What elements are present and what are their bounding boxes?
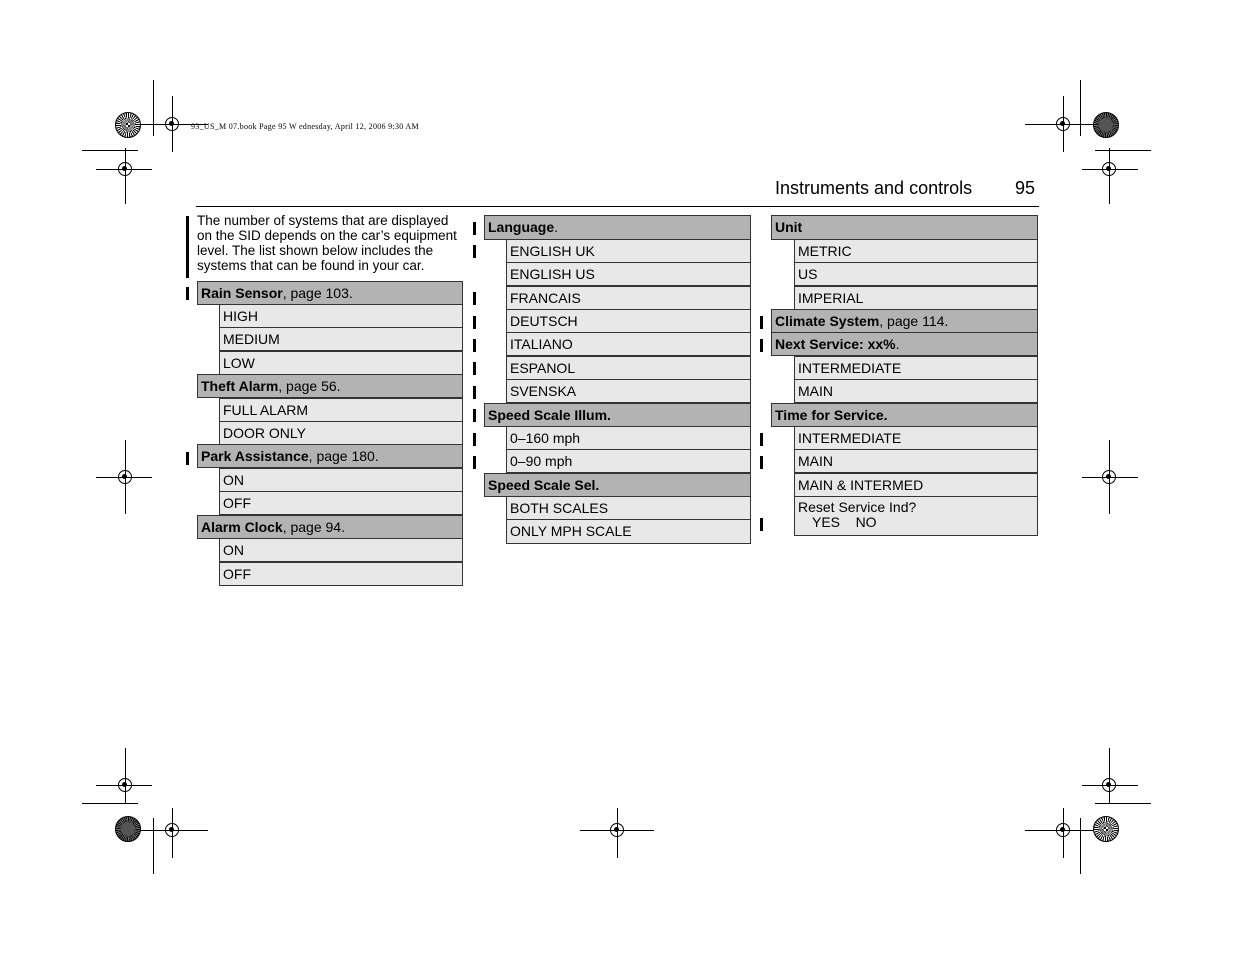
change-bar <box>760 339 763 352</box>
menu-option: MEDIUM <box>219 327 463 351</box>
menu-option: 0–160 mph <box>506 426 751 450</box>
menu-option: FULL ALARM <box>219 398 463 422</box>
change-bar <box>760 518 763 531</box>
change-bar <box>186 452 189 465</box>
menu-heading-language: Language. <box>484 215 751 240</box>
menu-option: INTERMEDIATE <box>794 356 1038 380</box>
menu-option: ENGLISH US <box>506 262 751 286</box>
header-rule <box>196 206 1039 207</box>
menu-option: 0–90 mph <box>506 449 751 473</box>
change-bar <box>760 433 763 446</box>
menu-option: ONLY MPH SCALE <box>506 519 751 544</box>
change-bar <box>760 456 763 469</box>
menu-option: INTERMEDIATE <box>794 426 1038 450</box>
menu-option: FRANCAIS <box>506 286 751 310</box>
menu-heading-next-service: Next Service: xx%. <box>771 332 1038 356</box>
menu-option: METRIC <box>794 239 1038 263</box>
menu-option: MAIN <box>794 449 1038 473</box>
menu-option: BOTH SCALES <box>506 496 751 520</box>
menu-heading-unit: Unit <box>771 215 1038 240</box>
starburst-icon <box>1093 816 1119 842</box>
change-bar <box>473 409 476 422</box>
menu-heading-alarm-clock: Alarm Clock, page 94. <box>197 515 463 539</box>
menu-option: ENGLISH UK <box>506 239 751 263</box>
change-bar <box>473 316 476 329</box>
change-bar <box>473 433 476 446</box>
menu-option: OFF <box>219 562 463 586</box>
change-bar <box>473 386 476 399</box>
change-bar <box>473 222 476 235</box>
starburst-icon <box>115 112 141 138</box>
menu-heading-rain-sensor: Rain Sensor, page 103. <box>197 281 463 305</box>
menu-option-reset-service: Reset Service Ind? YES NO <box>794 496 1038 536</box>
page-number: 95 <box>1015 178 1036 198</box>
menu-option: DEUTSCH <box>506 309 751 333</box>
menu-heading-speed-scale-illum: Speed Scale Illum. <box>484 403 751 427</box>
menu-option: MAIN <box>794 379 1038 403</box>
menu-option: ON <box>219 468 463 492</box>
change-bar <box>760 316 763 329</box>
starburst-icon <box>1093 112 1119 138</box>
menu-option: OFF <box>219 491 463 515</box>
menu-option: MAIN & INTERMED <box>794 473 1038 497</box>
change-bar <box>473 292 476 305</box>
menu-option: ITALIANO <box>506 332 751 356</box>
print-slug: 93_US_M 07.book Page 95 W ednesday, April 12, 2006 9:30 AM <box>191 122 419 131</box>
menu-option: HIGH <box>219 304 463 328</box>
menu-option: SVENSKA <box>506 379 751 403</box>
page-title: Instruments and controls <box>775 178 973 198</box>
menu-heading-climate-system: Climate System, page 114. <box>771 309 1038 333</box>
menu-heading-theft-alarm: Theft Alarm, page 56. <box>197 374 463 398</box>
change-bar <box>473 456 476 469</box>
menu-heading-park-assistance: Park Assistance, page 180. <box>197 444 463 468</box>
menu-option: LOW <box>219 351 463 375</box>
menu-option: ESPANOL <box>506 356 751 380</box>
change-bar <box>473 339 476 352</box>
menu-option: DOOR ONLY <box>219 421 463 445</box>
menu-heading-speed-scale-sel: Speed Scale Sel. <box>484 473 751 497</box>
intro-paragraph: The number of systems that are displayed on the SID depends on the car’s equipment level. The list shown below includes the systems that can be found in your car. <box>197 213 457 273</box>
menu-option: ON <box>219 538 463 562</box>
change-bar <box>473 245 476 258</box>
change-bar <box>473 362 476 375</box>
starburst-icon <box>115 816 141 842</box>
menu-heading-time-for-service: Time for Service. <box>771 403 1038 427</box>
change-bar <box>186 216 189 278</box>
change-bar <box>186 287 189 300</box>
menu-option: IMPERIAL <box>794 286 1038 310</box>
menu-option: US <box>794 262 1038 286</box>
